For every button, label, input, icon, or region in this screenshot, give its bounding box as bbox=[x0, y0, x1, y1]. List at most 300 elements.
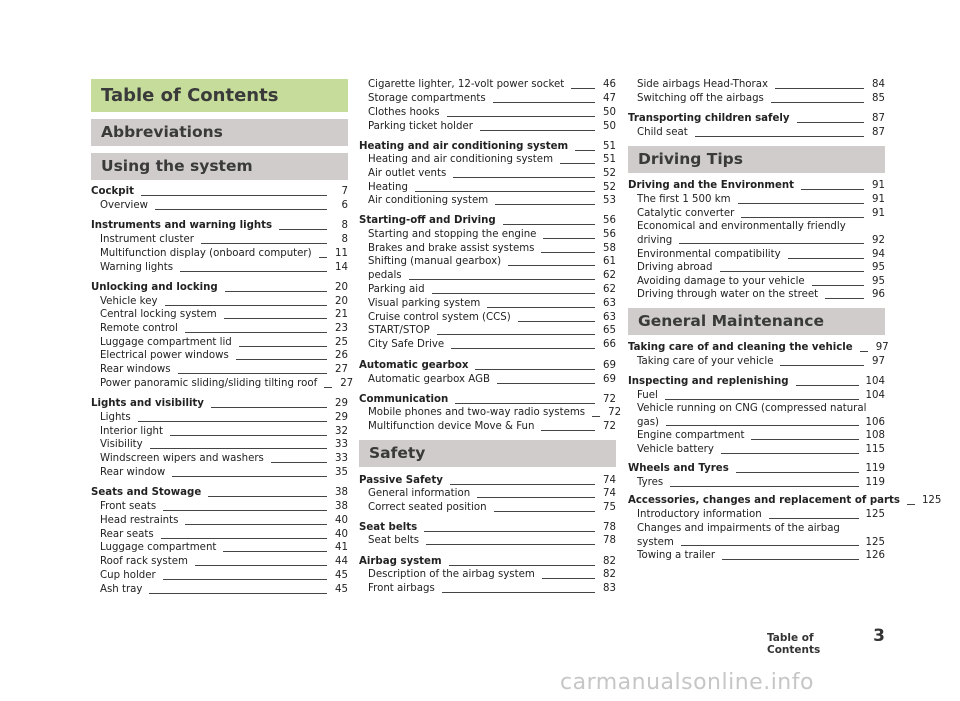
toc-entry-environmental-compatibility[interactable] bbox=[628, 248, 885, 262]
leader-line bbox=[475, 369, 595, 370]
toc-entry-fuel[interactable] bbox=[628, 389, 885, 403]
toc-entry-engine-compartment[interactable] bbox=[628, 429, 885, 443]
leader-line bbox=[442, 592, 595, 593]
toc-entry-page: 61 bbox=[603, 256, 616, 267]
toc-entry-page: 82 bbox=[603, 556, 616, 567]
toc-entry-page: 85 bbox=[872, 93, 885, 104]
toc-entry-page: 78 bbox=[603, 535, 616, 546]
leader-line bbox=[508, 265, 595, 266]
leader-line bbox=[907, 504, 915, 505]
toc-entry-page: 6 bbox=[341, 200, 348, 211]
toc-entry-title: Side airbags Head-Thorax bbox=[637, 79, 769, 90]
toc-entry-page: 46 bbox=[603, 79, 616, 90]
toc-entry-page: 94 bbox=[872, 249, 885, 260]
toc-entry-side-airbags-head-thorax[interactable] bbox=[628, 78, 885, 92]
leader-line bbox=[670, 486, 858, 487]
toc-section-unlocking-and-locking[interactable] bbox=[91, 281, 348, 295]
toc-entry-page: 95 bbox=[872, 262, 885, 273]
toc-entry-rear-window[interactable] bbox=[91, 466, 348, 480]
toc-entry-page: 63 bbox=[603, 298, 616, 309]
toc-entry-roof-rack-system[interactable] bbox=[91, 555, 348, 569]
toc-entry-title: Passive Safety bbox=[359, 475, 443, 486]
toc-entry-title: City Safe Drive bbox=[368, 339, 445, 350]
toc-entry-title: Overview bbox=[100, 200, 148, 211]
leader-line bbox=[155, 209, 327, 210]
toc-entry-page: 35 bbox=[335, 467, 348, 478]
leader-line bbox=[224, 318, 327, 319]
toc-entry-multifunction-device-move-fun[interactable] bbox=[359, 420, 616, 434]
leader-line bbox=[185, 524, 327, 525]
toc-entry-cruise-control-system-ccs[interactable] bbox=[359, 311, 616, 325]
leader-line bbox=[239, 346, 327, 347]
toc-entry-page: 126 bbox=[865, 550, 885, 561]
toc-entry-front-airbags[interactable] bbox=[359, 582, 616, 596]
leader-line bbox=[165, 305, 327, 306]
toc-entry-ash-tray[interactable] bbox=[91, 583, 348, 597]
toc-entry-overview[interactable] bbox=[91, 199, 348, 213]
toc-section-airbag-system[interactable] bbox=[359, 555, 616, 569]
leader-line bbox=[796, 385, 859, 386]
toc-entry-windscreen-wipers-and-washers[interactable] bbox=[91, 452, 348, 466]
toc-entry-air-outlet-vents[interactable] bbox=[359, 167, 616, 181]
toc-entry-page: 32 bbox=[335, 426, 348, 437]
toc-entry-page: 91 bbox=[872, 208, 885, 219]
toc-entry-title: Central locking system bbox=[100, 309, 217, 320]
toc-entry-page: 44 bbox=[335, 556, 348, 567]
header-using-the-system: Using the system bbox=[91, 153, 348, 180]
toc-entry-page: 108 bbox=[865, 430, 885, 441]
toc-entry-title-line1: Changes and impairments of the airbag bbox=[637, 523, 840, 534]
toc-entry-page: 74 bbox=[603, 475, 616, 486]
toc-entry-title: Air outlet vents bbox=[368, 168, 447, 179]
toc-entry-title: Tyres bbox=[637, 477, 664, 488]
toc-entry-title: Lights bbox=[100, 412, 131, 423]
toc-entry-title: Lights and visibility bbox=[91, 398, 204, 409]
leader-line bbox=[161, 538, 327, 539]
toc-entry-title-line1: Vehicle running on CNG (compressed natural bbox=[637, 403, 867, 414]
toc-entry-title: Transporting children safely bbox=[628, 113, 790, 124]
toc-entry-instrument-cluster[interactable] bbox=[91, 233, 348, 247]
toc-entry-title: Ash tray bbox=[100, 584, 143, 595]
header-general-maintenance: General Maintenance bbox=[628, 308, 885, 335]
toc-entry-head-restraints[interactable] bbox=[91, 514, 348, 528]
toc-entry-page: 97 bbox=[875, 342, 889, 353]
toc-entry-page: 26 bbox=[335, 350, 348, 361]
toc-entry-starting-and-stopping-the-engine[interactable] bbox=[359, 228, 616, 242]
leader-line bbox=[449, 565, 595, 566]
toc-entry-title: Cruise control system (CCS) bbox=[368, 312, 511, 323]
toc-entry-title: Introductory information bbox=[637, 509, 762, 520]
toc-section-instruments-and-warning-lights[interactable] bbox=[91, 219, 348, 233]
leader-line bbox=[279, 229, 327, 230]
leader-line bbox=[695, 136, 864, 137]
leader-line bbox=[455, 403, 595, 404]
toc-entry-page: 14 bbox=[335, 262, 348, 273]
toc-section-inspecting-and-replenishing[interactable] bbox=[628, 375, 885, 389]
toc-entry-changes-and-impairments-of-the-airbag[interactable] bbox=[628, 522, 885, 549]
toc-entry-title: Cup holder bbox=[100, 570, 156, 581]
toc-entry-catalytic-converter[interactable] bbox=[628, 207, 885, 221]
toc-entry-page: 27 bbox=[335, 364, 348, 375]
toc-entry-pedals[interactable] bbox=[359, 269, 616, 283]
toc-entry-title: Interior light bbox=[100, 426, 163, 437]
leader-line bbox=[769, 518, 859, 519]
toc-entry-driving-through-water-on-the-street[interactable] bbox=[628, 288, 885, 302]
leader-line bbox=[185, 332, 327, 333]
toc-entry-economical-and-environmentally-friendly[interactable] bbox=[628, 220, 885, 247]
leader-line bbox=[453, 177, 595, 178]
toc-entry-page: 25 bbox=[335, 337, 348, 348]
leader-line bbox=[722, 559, 858, 560]
leader-line bbox=[494, 511, 595, 512]
toc-entry-title: Multifunction display (onboard computer) bbox=[100, 248, 312, 259]
leader-line bbox=[560, 163, 595, 164]
toc-entry-page: 87 bbox=[872, 113, 885, 124]
toc-entry-start-stop[interactable] bbox=[359, 324, 616, 338]
toc-entry-title: Electrical power windows bbox=[100, 350, 229, 361]
toc-entry-rear-windows[interactable] bbox=[91, 363, 348, 377]
toc-entry-page: 45 bbox=[335, 584, 348, 595]
leader-line bbox=[801, 189, 864, 190]
toc-entry-title: Driving through water on the street bbox=[637, 289, 819, 300]
toc-entry-page: 23 bbox=[335, 323, 348, 334]
toc-entry-avoiding-damage-to-your-vehicle[interactable] bbox=[628, 275, 885, 289]
toc-entry-cup-holder[interactable] bbox=[91, 569, 348, 583]
toc-entry-title: Air conditioning system bbox=[368, 195, 489, 206]
toc-entry-title: General information bbox=[368, 488, 471, 499]
toc-entry-title: Remote control bbox=[100, 323, 178, 334]
toc-entry-page: 104 bbox=[865, 376, 885, 387]
toc-entry-title: Seat belts bbox=[359, 522, 418, 533]
toc-entry-page: 115 bbox=[865, 444, 885, 455]
leader-line bbox=[860, 351, 868, 352]
toc-entry-title: Storage compartments bbox=[368, 93, 486, 104]
toc-entry-page: 50 bbox=[603, 107, 616, 118]
toc-section-accessories-changes-and-replacement-of-parts[interactable] bbox=[628, 494, 942, 508]
toc-entry-title: Engine compartment bbox=[637, 430, 745, 441]
toc-entry-page: 58 bbox=[603, 243, 616, 254]
toc-entry-title: START/STOP bbox=[368, 325, 430, 336]
leader-line bbox=[771, 102, 864, 103]
leader-line bbox=[721, 453, 859, 454]
toc-entry-central-locking-system[interactable] bbox=[91, 308, 348, 322]
leader-line bbox=[493, 102, 595, 103]
toc-entry-page: 95 bbox=[872, 276, 885, 287]
toc-entry-title: Heating and air conditioning system bbox=[368, 154, 553, 165]
leader-line bbox=[679, 243, 864, 244]
leader-line bbox=[319, 257, 327, 258]
leader-line bbox=[163, 579, 327, 580]
toc-entry-switching-off-the-airbags[interactable] bbox=[628, 92, 885, 106]
toc-entry-visibility[interactable] bbox=[91, 438, 348, 452]
toc-section-starting-off-and-driving[interactable] bbox=[359, 214, 616, 228]
toc-entry-page: 74 bbox=[603, 488, 616, 499]
toc-entry-title: Front airbags bbox=[368, 583, 435, 594]
leader-line bbox=[825, 298, 864, 299]
leader-line bbox=[178, 373, 327, 374]
toc-entry-page: 52 bbox=[603, 182, 616, 193]
toc-entry-page: 21 bbox=[335, 309, 348, 320]
toc-entry-shifting-manual-gearbox[interactable] bbox=[359, 255, 616, 269]
toc-entry-remote-control[interactable] bbox=[91, 322, 348, 336]
footer-title: Table of Contents bbox=[767, 632, 821, 656]
toc-entry-automatic-gearbox-agb[interactable] bbox=[359, 373, 616, 387]
toc-entry-page: 40 bbox=[335, 529, 348, 540]
toc-entry-title: Cigarette lighter, 12-volt power socket bbox=[368, 79, 565, 90]
leader-line bbox=[437, 334, 595, 335]
toc-entry-vehicle-running-on-cng-compressed-natural[interactable] bbox=[628, 402, 885, 429]
toc-entry-title: Mobile phones and two-way radio systems bbox=[368, 407, 586, 418]
toc-entry-page: 69 bbox=[603, 360, 616, 371]
toc-entry-title: Heating bbox=[368, 182, 408, 193]
leader-line bbox=[666, 425, 859, 426]
toc-entry-city-safe-drive[interactable] bbox=[359, 338, 616, 352]
toc-entry-title: Seats and Stowage bbox=[91, 487, 202, 498]
toc-entry-page: 52 bbox=[603, 168, 616, 179]
toc-entry-interior-light[interactable] bbox=[91, 425, 348, 439]
toc-entry-cigarette-lighter-12-volt-power-socket[interactable] bbox=[359, 78, 616, 92]
toc-entry-title: Clothes hooks bbox=[368, 107, 440, 118]
leader-line bbox=[775, 88, 864, 89]
leader-line bbox=[415, 191, 595, 192]
toc-entry-title: system bbox=[637, 536, 674, 548]
leader-line bbox=[141, 195, 327, 196]
toc-entry-heating-and-air-conditioning-system[interactable] bbox=[359, 153, 616, 167]
toc-entry-title: Seat belts bbox=[368, 535, 420, 546]
leader-line bbox=[780, 365, 864, 366]
page-number: 3 bbox=[873, 626, 885, 646]
toc-entry-title: Brakes and brake assist systems bbox=[368, 243, 535, 254]
toc-entry-page: 125 bbox=[865, 536, 885, 548]
toc-entry-title: Child seat bbox=[637, 127, 688, 138]
toc-entry-tyres[interactable] bbox=[628, 476, 885, 490]
toc-entry-page: 38 bbox=[335, 501, 348, 512]
leader-line bbox=[741, 217, 864, 218]
toc-entry-visual-parking-system[interactable] bbox=[359, 297, 616, 311]
leader-line bbox=[518, 321, 595, 322]
toc-section-heating-and-air-conditioning-system[interactable] bbox=[359, 140, 616, 154]
toc-entry-title: Taking care of and cleaning the vehicle bbox=[628, 342, 853, 353]
leader-line bbox=[172, 476, 327, 477]
toc-entry-title: Taking care of your vehicle bbox=[637, 356, 774, 367]
leader-line bbox=[477, 497, 595, 498]
toc-entry-page: 87 bbox=[872, 127, 885, 138]
toc-section-taking-care-of-and-cleaning-the-vehicle[interactable] bbox=[628, 341, 889, 355]
toc-entry-title: Parking aid bbox=[368, 284, 425, 295]
toc-section-communication[interactable] bbox=[359, 393, 616, 407]
toc-entry-parking-aid[interactable] bbox=[359, 283, 616, 297]
leader-line bbox=[170, 435, 327, 436]
toc-entry-page: 72 bbox=[603, 421, 616, 432]
toc-entry-general-information[interactable] bbox=[359, 487, 616, 501]
toc-entry-page: 69 bbox=[603, 374, 616, 385]
toc-entry-title: Automatic gearbox AGB bbox=[368, 374, 490, 385]
toc-entry-page: 65 bbox=[603, 325, 616, 336]
leader-line bbox=[432, 293, 595, 294]
toc-entry-title: Fuel bbox=[637, 390, 658, 401]
leader-line bbox=[571, 88, 595, 89]
leader-line bbox=[487, 307, 595, 308]
toc-entry-title: Switching off the airbags bbox=[637, 93, 764, 104]
toc-entry-page: 51 bbox=[603, 154, 616, 165]
leader-line bbox=[447, 116, 595, 117]
leader-line bbox=[211, 407, 327, 408]
leader-line bbox=[451, 348, 595, 349]
toc-entry-title: Wheels and Tyres bbox=[628, 463, 729, 474]
toc-entry-driving-abroad[interactable] bbox=[628, 261, 885, 275]
toc-entry-page: 41 bbox=[335, 542, 348, 553]
toc-entry-page: 29 bbox=[335, 398, 348, 409]
leader-line bbox=[751, 439, 858, 440]
toc-entry-page: 50 bbox=[603, 121, 616, 132]
leader-line bbox=[480, 130, 595, 131]
toc-entry-title: driving bbox=[637, 234, 673, 246]
toc-entry-the-first-1-500-km[interactable] bbox=[628, 193, 885, 207]
leader-line bbox=[208, 496, 327, 497]
toc-entry-air-conditioning-system[interactable] bbox=[359, 194, 616, 208]
leader-line bbox=[450, 484, 595, 485]
toc-entry-lights[interactable] bbox=[91, 411, 348, 425]
toc-section-lights-and-visibility[interactable] bbox=[91, 397, 348, 411]
toc-entry-front-seats[interactable] bbox=[91, 500, 348, 514]
header-safety: Safety bbox=[359, 440, 616, 467]
toc-entry-page: 119 bbox=[865, 477, 885, 488]
toc-entry-page: 33 bbox=[335, 453, 348, 464]
toc-entry-page: 47 bbox=[603, 93, 616, 104]
leader-line bbox=[324, 387, 332, 388]
toc-entry-page: 62 bbox=[603, 284, 616, 295]
toc-entry-page: 72 bbox=[603, 394, 616, 405]
toc-section-seat-belts[interactable] bbox=[359, 521, 616, 535]
leader-line bbox=[541, 252, 595, 253]
toc-entry-taking-care-of-your-vehicle[interactable] bbox=[628, 355, 885, 369]
leader-line bbox=[163, 510, 327, 511]
toc-entry-title: Avoiding damage to your vehicle bbox=[637, 276, 805, 287]
toc-entry-heating[interactable] bbox=[359, 181, 616, 195]
toc-entry-introductory-information[interactable] bbox=[628, 508, 885, 522]
leader-line bbox=[788, 258, 864, 259]
toc-entry-title: Vehicle battery bbox=[637, 444, 714, 455]
toc-entry-page: 91 bbox=[872, 180, 885, 191]
toc-entry-page: 8 bbox=[341, 234, 348, 245]
toc-section-automatic-gearbox[interactable] bbox=[359, 359, 616, 373]
leader-line bbox=[503, 224, 595, 225]
toc-entry-page: 72 bbox=[608, 407, 622, 418]
leader-line bbox=[541, 430, 595, 431]
toc-entry-title: Environmental compatibility bbox=[637, 249, 781, 260]
toc-entry-page: 11 bbox=[335, 248, 348, 259]
leader-line bbox=[180, 271, 327, 272]
leader-line bbox=[225, 291, 327, 292]
toc-entry-page: 119 bbox=[865, 463, 885, 474]
toc-entry-page: 56 bbox=[603, 229, 616, 240]
toc-entry-correct-seated-position[interactable] bbox=[359, 501, 616, 515]
toc-section-transporting-children-safely[interactable] bbox=[628, 112, 885, 126]
toc-entry-rear-seats[interactable] bbox=[91, 528, 348, 542]
toc-entry-storage-compartments[interactable] bbox=[359, 92, 616, 106]
toc-entry-page: 33 bbox=[335, 439, 348, 450]
toc-entry-page: 20 bbox=[335, 296, 348, 307]
toc-entry-title: Heating and air conditioning system bbox=[359, 141, 569, 152]
leader-line bbox=[201, 243, 327, 244]
toc-entry-electrical-power-windows[interactable] bbox=[91, 349, 348, 363]
toc-entry-parking-ticket-holder[interactable] bbox=[359, 120, 616, 134]
toc-entry-description-of-the-airbag-system[interactable] bbox=[359, 568, 616, 582]
toc-entry-page: 56 bbox=[603, 215, 616, 226]
toc-entry-page: 40 bbox=[335, 515, 348, 526]
toc-entry-title: Shifting (manual gearbox) bbox=[368, 256, 502, 267]
leader-line bbox=[150, 448, 327, 449]
toc-entry-title: Luggage compartment bbox=[100, 542, 217, 553]
toc-entry-title: Visual parking system bbox=[368, 298, 481, 309]
leader-line bbox=[195, 565, 327, 566]
toc-entry-page: 63 bbox=[603, 312, 616, 323]
toc-main-title: Table of Contents bbox=[91, 79, 348, 112]
toc-section-cockpit[interactable] bbox=[91, 185, 348, 199]
leader-line bbox=[236, 359, 327, 360]
toc-entry-title: Instrument cluster bbox=[100, 234, 194, 245]
toc-entry-title: Power panoramic sliding/sliding tilting roof bbox=[100, 378, 318, 389]
toc-entry-title: Driving and the Environment bbox=[628, 180, 795, 191]
toc-section-driving-and-the-environment[interactable] bbox=[628, 179, 885, 193]
toc-entry-page: 82 bbox=[603, 569, 616, 580]
toc-section-passive-safety[interactable] bbox=[359, 474, 616, 488]
toc-entry-page: 75 bbox=[603, 502, 616, 513]
toc-entry-title: Vehicle key bbox=[100, 296, 158, 307]
toc-entry-page: 106 bbox=[865, 416, 885, 428]
header-abbreviations: Abbreviations bbox=[91, 119, 348, 146]
toc-entry-vehicle-battery[interactable] bbox=[628, 443, 885, 457]
leader-line bbox=[797, 122, 864, 123]
toc-entry-seat-belts[interactable] bbox=[359, 534, 616, 548]
toc-entry-page: 29 bbox=[335, 412, 348, 423]
toc-entry-clothes-hooks[interactable] bbox=[359, 106, 616, 120]
toc-entry-page: 27 bbox=[340, 378, 354, 389]
toc-entry-page: 8 bbox=[341, 220, 348, 231]
toc-entry-title: Correct seated position bbox=[368, 502, 487, 513]
toc-entry-page: 38 bbox=[335, 487, 348, 498]
toc-entry-brakes-and-brake-assist-systems[interactable] bbox=[359, 242, 616, 256]
toc-entry-title: Inspecting and replenishing bbox=[628, 376, 789, 387]
toc-entry-luggage-compartment[interactable] bbox=[91, 541, 348, 555]
toc-entry-title: Visibility bbox=[100, 439, 143, 450]
leader-line bbox=[738, 203, 864, 204]
leader-line bbox=[424, 531, 595, 532]
toc-entry-mobile-phones-and-two-way-radio-systems[interactable] bbox=[359, 406, 622, 420]
toc-entry-title: Communication bbox=[359, 394, 449, 405]
watermark: carmanualsonline.info bbox=[560, 670, 814, 695]
toc-entry-power-panoramic-sliding-sliding-tilting-roof[interactable] bbox=[91, 377, 354, 391]
toc-entry-towing-a-trailer[interactable] bbox=[628, 549, 885, 563]
toc-section-seats-and-stowage[interactable] bbox=[91, 486, 348, 500]
toc-entry-title-line1: Economical and environmentally friendly bbox=[637, 221, 846, 232]
toc-entry-child-seat[interactable] bbox=[628, 126, 885, 140]
toc-entry-title: Description of the airbag system bbox=[368, 569, 535, 580]
leader-line bbox=[543, 238, 595, 239]
toc-entry-luggage-compartment-lid[interactable] bbox=[91, 336, 348, 350]
toc-entry-title: Rear window bbox=[100, 467, 166, 478]
toc-section-wheels-and-tyres[interactable] bbox=[628, 462, 885, 476]
toc-entry-multifunction-display-onboard-computer[interactable] bbox=[91, 247, 348, 261]
leader-line bbox=[409, 279, 595, 280]
toc-entry-page: 83 bbox=[603, 583, 616, 594]
toc-entry-title: Front seats bbox=[100, 501, 157, 512]
toc-entry-vehicle-key[interactable] bbox=[91, 295, 348, 309]
toc-entry-warning-lights[interactable] bbox=[91, 261, 348, 275]
leader-line bbox=[720, 271, 864, 272]
toc-entry-page: 53 bbox=[603, 195, 616, 206]
toc-entry-title: Instruments and warning lights bbox=[91, 220, 273, 231]
